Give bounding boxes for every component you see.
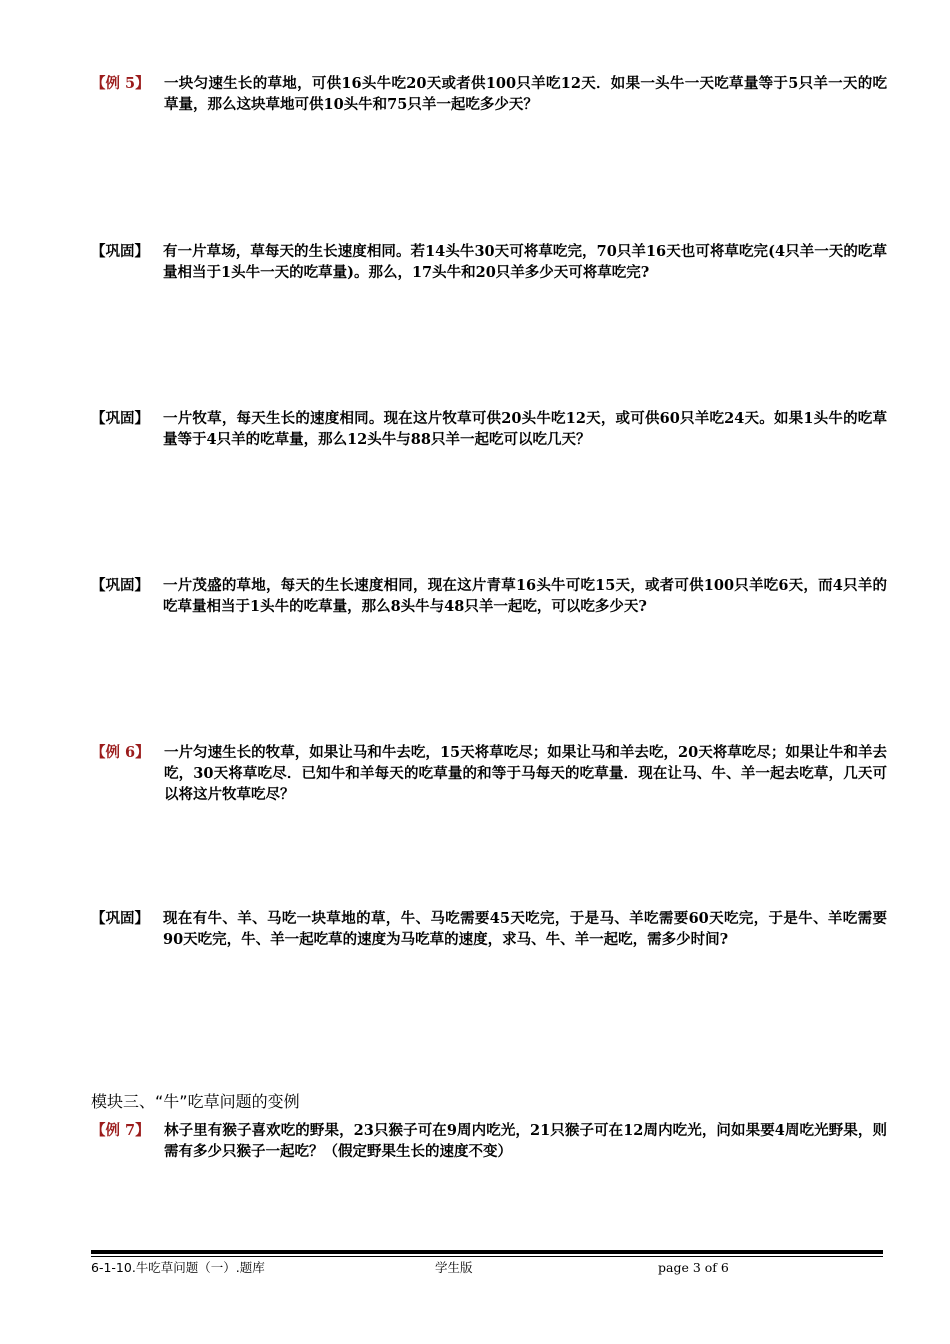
problem-practice-3 [91,575,887,617]
problem-text: 一块匀速生长的草地，可供16头牛吃20天或者供100只羊吃12天．如果一头牛一天吃草量等于5只羊一天的吃草量，那么这块草地可供10头牛和75只羊一起吃多少天？ [164,75,887,113]
practice-tag: 【巩固】 [91,410,149,427]
problem-text: 林子里有猴子喜欢吃的野果，23只猴子可在9周内吃光，21只猴子可在12周内吃光，问如果要4周吃光野果，则需有多少只猴子一起吃？（假定野果生长的速度不变） [164,1122,887,1160]
footer-edition: 学生版 [435,1260,473,1275]
footer-divider-thin [91,1256,883,1257]
problem-example-5 [91,73,887,115]
problem-text: 一片茂盛的草地，每天的生长速度相同，现在这片青草16头牛可吃15天，或者可供100只羊吃6天，而4只羊的吃草量相当于1头牛的吃草量，那么8头牛与48只羊一起吃，可以吃多少天? [163,577,887,615]
example-tag: 【例 5】 [91,75,150,92]
problem-example-6 [91,742,887,805]
footer-divider [91,1250,883,1254]
problem-practice-4 [91,908,887,950]
practice-tag: 【巩固】 [91,243,149,260]
problem-text: 现在有牛、羊、马吃一块草地的草，牛、马吃需要45天吃完，于是马、羊吃需要60天吃完，于是牛、羊吃需要90天吃完，牛、羊一起吃草的速度为马吃草的速度，求马、牛、羊一起吃，需多少时间? [163,910,887,948]
footer-document-name: 6-1-10.牛吃草问题（一）.题库 [91,1260,265,1275]
example-tag: 【例 6】 [91,744,150,761]
practice-tag: 【巩固】 [91,577,149,594]
problem-example-7 [91,1120,887,1162]
footer-page-number: page 3 of 6 [658,1260,729,1275]
problem-text: 一片匀速生长的牧草，如果让马和牛去吃，15天将草吃尽；如果让马和羊去吃，20天将草吃尽；如果让牛和羊去吃，30天将草吃尽．已知牛和羊每天的吃草量的和等于马每天的吃草量．现在让马、牛、羊一起去吃草，几天可以将这片牧草吃尽？ [164,744,887,803]
section-title: 模块三、“牛”吃草问题的变例 [91,1092,300,1111]
example-tag: 【例 7】 [91,1122,150,1139]
practice-tag: 【巩固】 [91,910,149,927]
problem-practice-2 [91,408,887,450]
problem-text: 有一片草场，草每天的生长速度相同。若14头牛30天可将草吃完，70只羊16天也可将草吃完(4只羊一天的吃草量相当于1头牛一天的吃草量)。那么，17头牛和20只羊多少天可将草吃完? [163,243,887,281]
problem-text: 一片牧草，每天生长的速度相同。现在这片牧草可供20头牛吃12天，或可供60只羊吃24天。如果1头牛的吃草量等于4只羊的吃草量，那么12头牛与88只羊一起吃可以吃几天？ [163,410,887,448]
problem-practice-1 [91,241,887,283]
